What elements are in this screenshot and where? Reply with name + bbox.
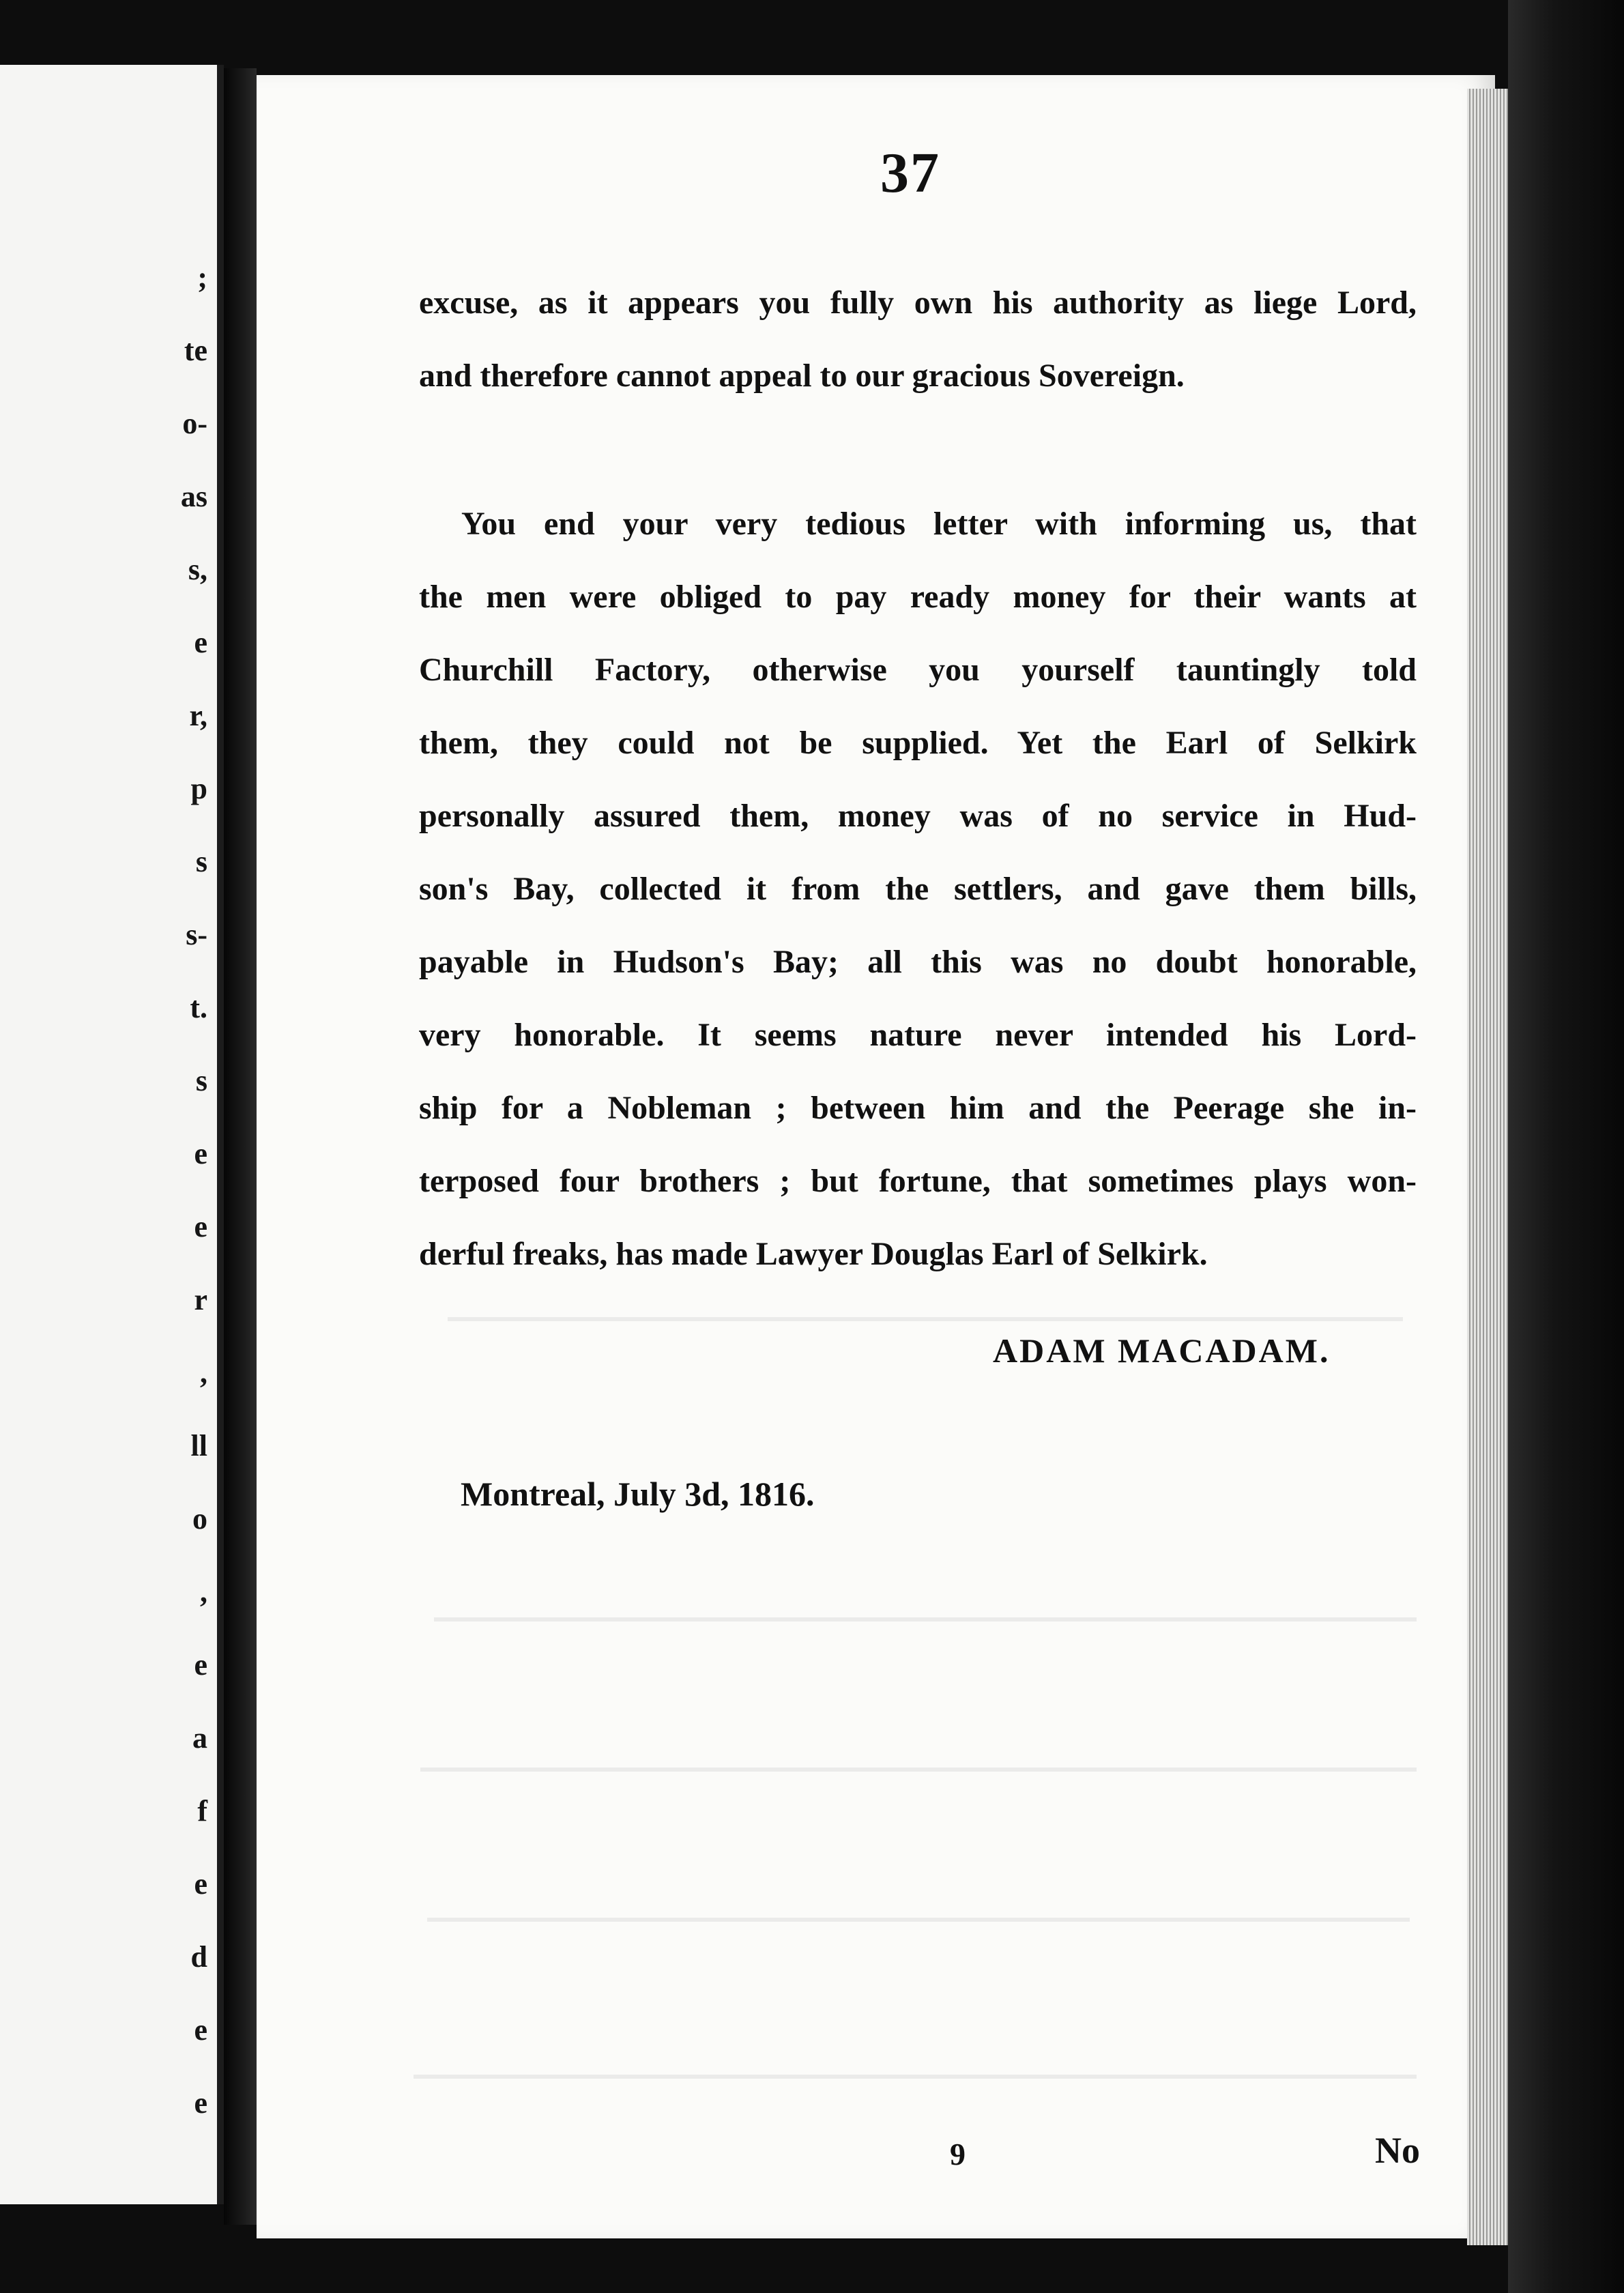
catchword: No [1375,2130,1420,2171]
left-page-glyph: s, [188,553,207,586]
left-page-glyph: r [194,1283,207,1316]
text-line: personally assured them, money was of no service in Hud- [419,798,1417,834]
left-page-glyph: e [194,1648,207,1682]
body-text [419,266,1417,1290]
left-page-glyph: s [195,845,207,878]
left-page-glyph: e [194,1210,207,1243]
text-line: excuse, as it appears you fully own his authority as liege Lord, [419,285,1417,321]
left-page-glyph: e [194,2013,207,2047]
left-page-glyph: s [195,1064,207,1097]
left-page-glyph: ll [190,1429,207,1462]
left-page-glyph: t. [190,991,207,1024]
left-page-glyph: ; [197,261,207,294]
left-page-glyph: a [192,1721,207,1755]
text-line-part: and therefore cannot appeal to our gracious Sovereign. [419,358,1185,394]
left-page-glyph: d [190,1940,207,1974]
left-page-glyph: f [197,1794,207,1828]
left-page-glyph: e [194,2086,207,2120]
left-page-glyph: , [200,1356,207,1389]
left-page-glyph: e [194,1867,207,1901]
text-line: terposed four brothers ; but fortune, that sometimes plays won- [419,1163,1417,1199]
page-number: 37 [880,141,940,205]
printer-signature-mark: 9 [950,2137,966,2172]
text-line [419,339,1417,412]
left-page-glyph: as [180,480,207,513]
page-edge-stack [1467,89,1508,2245]
text-line: derful freaks, has made Lawyer Douglas Earl of Selkirk. [419,1236,1208,1272]
left-page-glyph: te [184,334,207,367]
left-page-glyph: , [200,1575,207,1609]
left-page-glyph: r, [189,699,207,732]
scan-background-edge [1508,0,1624,2293]
binding-gutter [224,68,257,2225]
text-line: payable in Hudson's Bay; all this was no doubt honorable, [419,944,1417,980]
left-facing-page [0,65,224,2204]
dateline: Montreal, July 3d, 1816. [461,1475,815,1513]
left-page-glyph: o- [182,407,207,440]
left-page-glyph: e [194,626,207,659]
text-line: them, they could not be supplied. Yet the Earl of Selkirk [419,725,1417,761]
left-page-glyph: e [194,1137,207,1170]
paragraph-gap [419,412,1417,487]
text-line: very honorable. It seems nature never intended his Lord- [419,1017,1417,1053]
text-line: the men were obliged to pay ready money for their wants at [419,579,1417,615]
left-page-glyph: o [192,1502,207,1535]
left-page-glyph: s- [186,918,207,951]
text-line: You end your very tedious letter with informing us, that [461,506,1417,542]
text-line: Churchill Factory, otherwise you yourself tauntingly told [419,652,1417,688]
signature: ADAM MACADAM. [993,1331,1331,1370]
left-page-glyph: p [190,772,207,805]
text-line: ship for a Nobleman ; between him and the Peerage she in- [419,1090,1417,1126]
text-line: son's Bay, collected it from the settlers, and gave them bills, [419,871,1417,907]
